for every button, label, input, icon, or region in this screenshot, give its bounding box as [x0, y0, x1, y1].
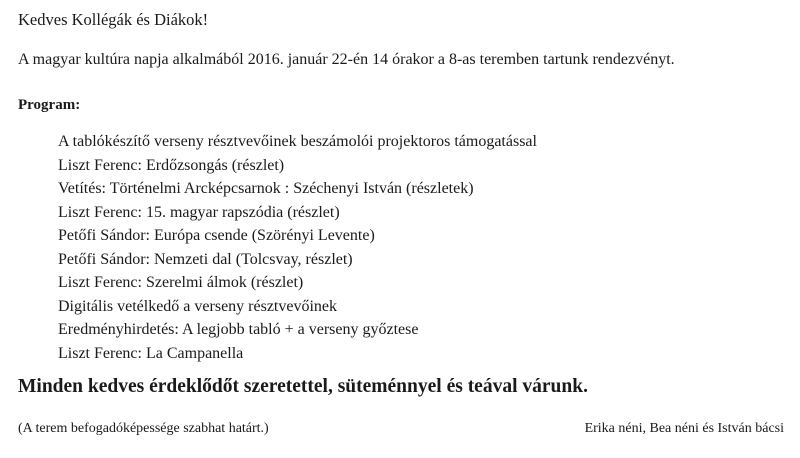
program-item: A tablókészítő verseny résztvevőinek beszámolói projektoros támogatással: [58, 133, 537, 150]
program-item: Liszt Ferenc: Szerelmi álmok (részlet): [58, 274, 304, 291]
program-item: Liszt Ferenc: La Campanella: [58, 344, 244, 362]
program-item: Petőfi Sándor: Nemzeti dal (Tolcsvay, részlet): [58, 250, 353, 268]
signature: Erika néni, Bea néni és István bácsi: [584, 421, 784, 436]
program-item: Liszt Ferenc: Erdőzsongás (részlet): [58, 156, 285, 174]
program-item: Digitális vetélkedő a verseny résztvevőinek: [58, 297, 338, 315]
intro-paragraph: A magyar kultúra napja alkalmából 2016. január 22-én 14 órakor a 8-as teremben tartunk rendezvényt.: [18, 51, 675, 68]
program-item: Liszt Ferenc: 15. magyar rapszódia (részlet): [58, 203, 340, 221]
capacity-note: (A terem befogadóképessége szabhat határt.): [18, 421, 269, 436]
invitation-text: Minden kedves érdeklődőt szeretettel, süteménnyel és teával várunk.: [18, 376, 588, 397]
program-heading: Program:: [18, 97, 81, 113]
program-list: [58, 130, 537, 365]
program-item: Vetítés: Történelmi Arcképcsarnok : Széchenyi István (részletek): [58, 180, 474, 197]
program-item: Eredményhirdetés: A legjobb tabló + a verseny győztese: [58, 321, 419, 338]
greeting: Kedves Kollégák és Diákok!: [18, 10, 209, 29]
program-item: Petőfi Sándor: Európa csende (Szörényi Levente): [58, 227, 375, 244]
